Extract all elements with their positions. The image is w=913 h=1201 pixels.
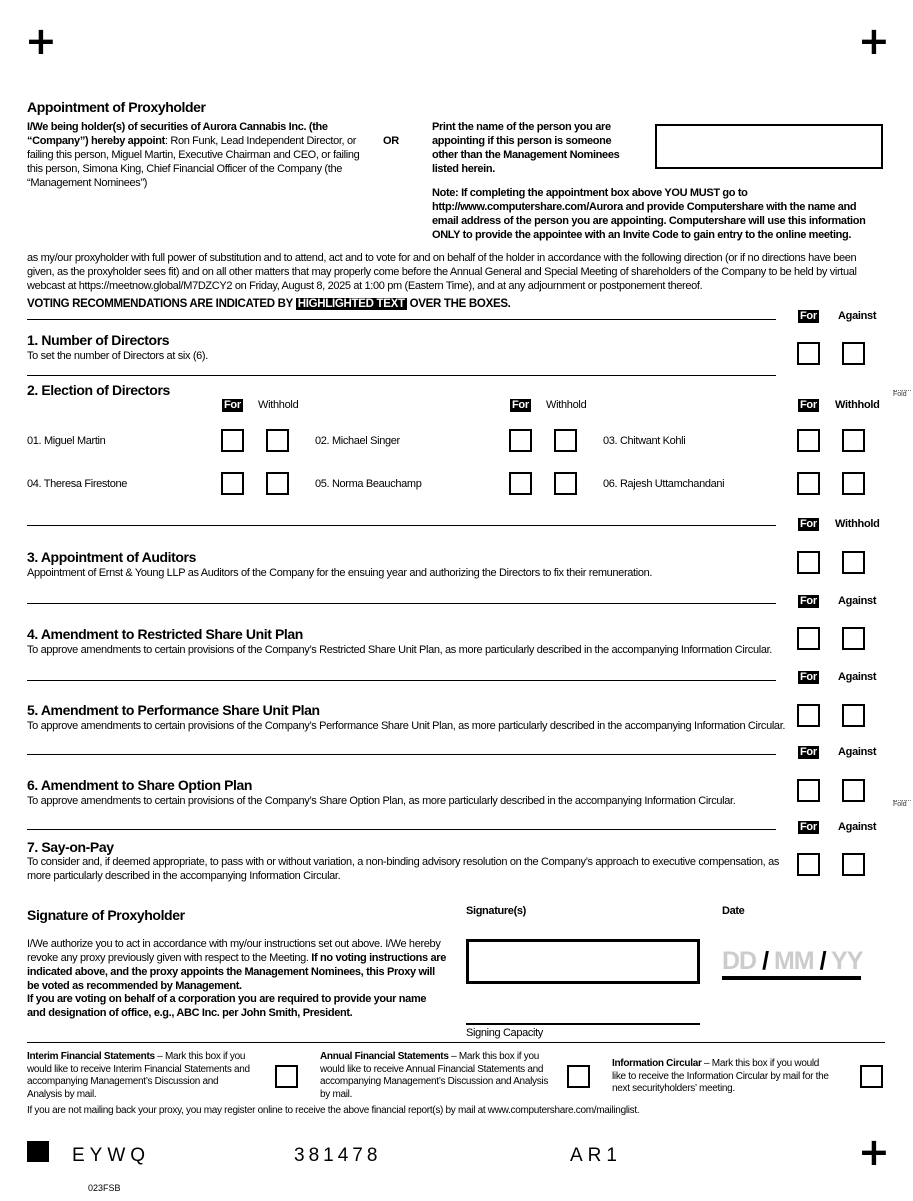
for-header-highlight: For: [800, 595, 817, 607]
annual-statements-text: [320, 1051, 552, 1101]
item-1-desc: To set the number of Directors at six (6).: [27, 350, 208, 362]
item-6-for-checkbox[interactable]: [797, 779, 820, 802]
item-3-withhold-checkbox[interactable]: [842, 551, 865, 574]
against-header: Against: [838, 595, 877, 607]
crop-mark-bottom-right: +: [858, 1130, 890, 1174]
item-5-for-checkbox[interactable]: [797, 704, 820, 727]
item-7-desc: To consider and, if deemed appropriate, to pass with or without variation, a non-binding advisory resolution on the Company’s approach to executive compensation, as more particularly described in the accompanying Information Circular.: [27, 856, 779, 882]
against-header: Against: [838, 310, 877, 322]
against-header: Against: [838, 821, 877, 833]
divider: [27, 829, 776, 830]
item-5-against-checkbox[interactable]: [842, 704, 865, 727]
nominee-03: 03. Chitwant Kohli: [603, 435, 686, 447]
interim-statements-checkbox[interactable]: [275, 1065, 298, 1088]
crop-mark-top-left: +: [25, 19, 57, 63]
mailing-list-note: If you are not mailing back your proxy, you may register online to receive the above financial report(s) by mail at www.computershare.com/mailinglist.: [27, 1105, 640, 1116]
date-day: DD: [722, 947, 757, 975]
item-3-desc: Appointment of Ernst & Young LLP as Auditors of the Company for the ensuing year and authorizing the Directors to fix their remuneration.: [27, 567, 653, 579]
registration-square: [27, 1141, 49, 1162]
against-header: Against: [838, 746, 877, 758]
signature-title: Signature of Proxyholder: [27, 907, 185, 923]
signing-capacity-field[interactable]: [466, 1023, 700, 1025]
for-header-highlight: For: [224, 399, 241, 411]
item-4-for-checkbox[interactable]: [797, 627, 820, 650]
date-year: YY: [831, 947, 863, 975]
nominee-05-for-checkbox[interactable]: [509, 472, 532, 495]
nominee-06: 06. Rajesh Uttamchandani: [603, 478, 725, 490]
item-1-for-checkbox[interactable]: [797, 342, 820, 365]
nominee-02-withhold-checkbox[interactable]: [554, 429, 577, 452]
item-3-for-checkbox[interactable]: [797, 551, 820, 574]
signature-field[interactable]: [466, 939, 700, 984]
withhold-header: Withhold: [546, 399, 587, 411]
divider: [27, 525, 776, 526]
nominee-06-withhold-checkbox[interactable]: [842, 472, 865, 495]
annual-statements-checkbox[interactable]: [567, 1065, 590, 1088]
item-4-against-checkbox[interactable]: [842, 627, 865, 650]
item-6-desc: To approve amendments to certain provisions of the Company’s Share Option Plan, as more particularly described in the accompanying Information Circular.: [27, 795, 736, 807]
nominee-01-for-checkbox[interactable]: [221, 429, 244, 452]
divider: [27, 319, 776, 320]
nominee-05: 05. Norma Beauchamp: [315, 478, 422, 490]
print-name-instructions: Print the name of the person you are appointing if this person is someone other than the Management Nominees listed herein.: [432, 121, 620, 175]
signature-authorization: [27, 937, 447, 993]
date-field[interactable]: [722, 946, 862, 976]
signatures-label: Signature(s): [466, 905, 526, 917]
item-3-title: 3. Appointment of Auditors: [27, 549, 196, 565]
nominee-01: 01. Miguel Martin: [27, 435, 106, 447]
form-code: 023FSB: [88, 1183, 121, 1193]
appointment-note: Note: If completing the appointment box above YOU MUST go to http://www.computershare.com/Aurora and provide Computershare with the name and email address of the person you are appointing. Computershare will use this information ONLY to provide the appointee with an Invite Code to gain entry to the online meeting.: [432, 187, 866, 241]
information-circular-text: [612, 1058, 834, 1096]
appointment-title: Appointment of Proxyholder: [27, 99, 206, 115]
appointment-rest-text: : Ron Funk, Lead Independent Director, or failing this person, Miguel Martin, Executive Chairman and CEO, or failing this person, Simona King, Chief Financial Officer of the Company (the “Management Nominees”): [27, 135, 360, 189]
nominee-03-withhold-checkbox[interactable]: [842, 429, 865, 452]
appointment-text: [27, 120, 362, 190]
item-1-against-checkbox[interactable]: [842, 342, 865, 365]
for-header-highlight: For: [800, 518, 817, 530]
annual-statements-desc: – Mark this box if you would like to receive Annual Financial Statements and accompanying Management’s Discussion and Analysis by mail.: [320, 1051, 549, 1100]
voting-rec-highlight: HIGHLIGHTED TEXT: [297, 298, 405, 310]
nominee-01-withhold-checkbox[interactable]: [266, 429, 289, 452]
for-header-highlight: For: [800, 671, 817, 683]
nominee-03-for-checkbox[interactable]: [797, 429, 820, 452]
interim-statements-text: [27, 1051, 252, 1101]
withhold-header: Withhold: [258, 399, 299, 411]
footer-code-1: EYWQ: [72, 1145, 151, 1166]
for-header-highlight: For: [512, 399, 529, 411]
corporation-note: If you are voting on behalf of a corporation you are required to provide your name and designation of office, e.g., ABC Inc. per John Smith, President.: [27, 993, 427, 1019]
date-underline: [722, 976, 861, 980]
authorization-bold-text: If no voting instructions are indicated above, and the proxy appoints the Management Nominees, this Proxy will be voted as recommended by Management.: [27, 952, 446, 992]
voting-rec-after: OVER THE BOXES.: [409, 298, 511, 310]
voting-recommendations: [27, 297, 511, 312]
item-7-for-checkbox[interactable]: [797, 853, 820, 876]
divider: [27, 603, 776, 604]
nominee-05-withhold-checkbox[interactable]: [554, 472, 577, 495]
item-1-title: 1. Number of Directors: [27, 332, 170, 348]
nominee-02-for-checkbox[interactable]: [509, 429, 532, 452]
information-circular-desc: – Mark this box if you would like to receive the Information Circular by mail for the next securityholders’ meeting.: [612, 1058, 829, 1094]
item-6-against-checkbox[interactable]: [842, 779, 865, 802]
for-header-highlight: For: [800, 821, 817, 833]
crop-mark-top-right: +: [858, 19, 890, 63]
divider: [27, 680, 776, 681]
proxy-paragraph: as my/our proxyholder with full power of substitution and to attend, act and to vote for and on behalf of the holder in accordance with the following direction (or if no directions have been given, as the proxyholder sees fit) and on all other matters that may properly come before the Annual General and Special Meeting of shareholders of the Company to be held by virtual webcast at https://meetnow.global/M7DZCY2 on Friday, August 8, 2025 at 1:00 pm (Eastern Time), and at any adjournment or postponement thereof.: [27, 252, 857, 292]
item-2-title: 2. Election of Directors: [27, 382, 170, 398]
appointee-name-field[interactable]: [655, 124, 883, 169]
interim-statements-desc: – Mark this box if you would like to receive Interim Financial Statements and accompanying Management’s Discussion and Analysis by mail.: [27, 1051, 250, 1100]
authorization-text: I/We authorize you to act in accordance with my/our instructions set out above. I/We hereby revoke any proxy previously given with respect to the Meeting.: [27, 938, 441, 964]
signing-capacity-label: Signing Capacity: [466, 1027, 543, 1039]
footer-code-2: 381478: [294, 1145, 382, 1166]
date-separator: /: [762, 947, 769, 975]
information-circular-checkbox[interactable]: [860, 1065, 883, 1088]
divider: [27, 1042, 885, 1043]
footer-code-3: AR1: [570, 1145, 622, 1166]
for-header-highlight: For: [800, 310, 817, 322]
divider: [27, 754, 776, 755]
date-separator: /: [819, 947, 826, 975]
item-4-desc: To approve amendments to certain provisions of the Company’s Restricted Share Unit Plan, as more particularly described in the accompanying Information Circular.: [27, 644, 773, 656]
divider: [27, 375, 776, 376]
item-7-against-checkbox[interactable]: [842, 853, 865, 876]
nominee-04-for-checkbox[interactable]: [221, 472, 244, 495]
annual-statements-title: Annual Financial Statements: [320, 1051, 449, 1062]
withhold-header: Withhold: [835, 518, 880, 530]
voting-rec-before: VOTING RECOMMENDATIONS ARE INDICATED BY: [27, 298, 293, 310]
item-7-title: 7. Say-on-Pay: [27, 839, 114, 855]
nominee-06-for-checkbox[interactable]: [797, 472, 820, 495]
nominee-02: 02. Michael Singer: [315, 435, 400, 447]
withhold-header: Withhold: [835, 399, 880, 411]
appointment-bold-text: I/We being holder(s) of securities of Aurora Cannabis Inc. (the “Company”) hereby appoint: [27, 121, 328, 147]
nominee-04: 04. Theresa Firestone: [27, 478, 128, 490]
against-header: Against: [838, 671, 877, 683]
fold-mark: Fold: [893, 800, 911, 808]
for-header-highlight: For: [800, 746, 817, 758]
item-4-title: 4. Amendment to Restricted Share Unit Plan: [27, 626, 303, 642]
for-header-highlight: For: [800, 399, 817, 411]
interim-statements-title: Interim Financial Statements: [27, 1051, 155, 1062]
date-month: MM: [773, 947, 814, 975]
item-5-title: 5. Amendment to Performance Share Unit Plan: [27, 702, 320, 718]
nominee-04-withhold-checkbox[interactable]: [266, 472, 289, 495]
information-circular-title: Information Circular: [612, 1058, 702, 1069]
fold-mark: Fold: [893, 390, 911, 398]
or-label: OR: [383, 135, 399, 147]
date-label: Date: [722, 905, 745, 917]
item-5-desc: To approve amendments to certain provisions of the Company’s Performance Share Unit Plan, as more particularly described in the accompanying Information Circular.: [27, 720, 786, 732]
item-6-title: 6. Amendment to Share Option Plan: [27, 777, 253, 793]
